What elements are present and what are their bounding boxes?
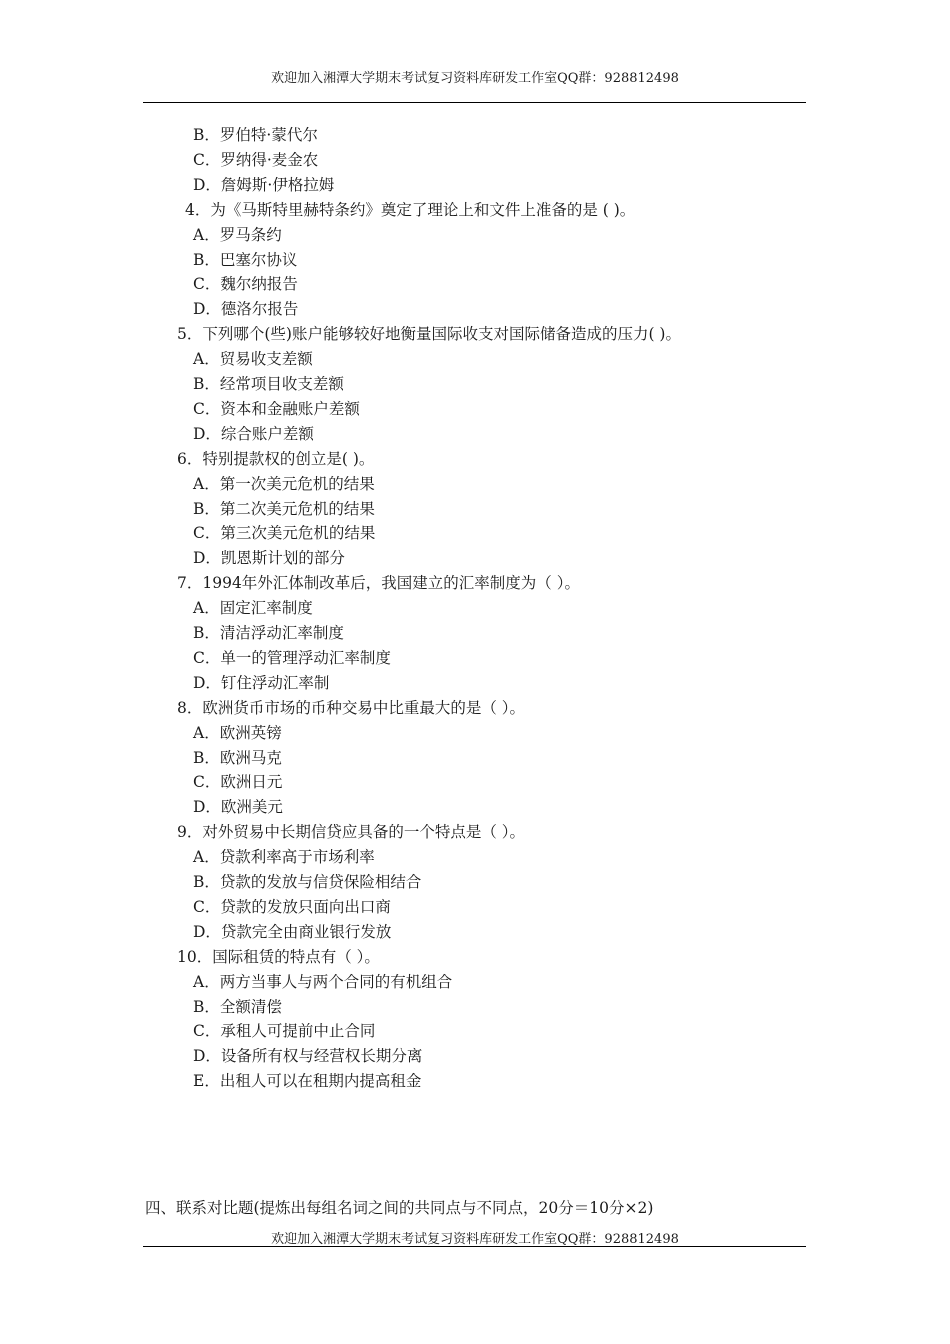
answer-option: E．出租人可以在租期内提高租金 xyxy=(193,1072,422,1091)
question-stem: 10．国际租赁的特点有（ ）。 xyxy=(177,947,380,966)
section-heading: 四、联系对比题(提炼出每组名词之间的共同点与不同点，20分＝10分×2) xyxy=(145,1199,654,1217)
answer-option: D．综合账户差额 xyxy=(193,424,314,443)
answer-option: D．钉住浮动汇率制 xyxy=(193,673,330,692)
answer-option: B．欧洲马克 xyxy=(193,748,282,767)
answer-option: B．贷款的发放与信贷保险相结合 xyxy=(193,873,422,891)
answer-option: D．欧洲美元 xyxy=(193,798,283,817)
answer-option: A．贸易收支差额 xyxy=(193,350,313,369)
answer-option: A．两方当事人与两个合同的有机组合 xyxy=(193,972,453,991)
answer-option: A．罗马条约 xyxy=(193,225,282,244)
question-stem: 5．下列哪个(些)账户能够较好地衡量国际收支对国际储备造成的压力( )。 xyxy=(177,325,681,344)
header-rule xyxy=(143,102,806,103)
page-header: 欢迎加入湘潭大学期末考试复习资料库研发工作室QQ群：928812498 xyxy=(271,71,679,86)
question-stem: 4．为《马斯特里赫特条约》奠定了理论上和文件上准备的是 ( )。 xyxy=(185,200,636,219)
answer-option: C．第三次美元危机的结果 xyxy=(193,524,376,543)
answer-option: C．欧洲日元 xyxy=(193,773,283,792)
answer-option: D．詹姆斯·伊格拉姆 xyxy=(193,175,335,194)
question-stem: 9．对外贸易中长期信贷应具备的一个特点是（ ）。 xyxy=(177,823,526,842)
answer-option: B．清洁浮动汇率制度 xyxy=(193,624,344,642)
answer-option: C．贷款的发放只面向出口商 xyxy=(193,897,391,916)
question-stem: 6．特别提款权的创立是( )。 xyxy=(177,449,375,468)
answer-option: B．全额清偿 xyxy=(193,997,282,1016)
answer-option: C．单一的管理浮动汇率制度 xyxy=(193,648,391,667)
footer-rule xyxy=(143,1246,806,1247)
answer-option: D．德洛尔报告 xyxy=(193,300,299,319)
answer-option: A．第一次美元危机的结果 xyxy=(193,474,375,493)
answer-option: B．罗伯特·蒙代尔 xyxy=(193,126,318,144)
answer-option: A．贷款利率高于市场利率 xyxy=(193,848,375,867)
question-stem: 7．1994年外汇体制改革后，我国建立的汇率制度为（ ）。 xyxy=(177,574,580,593)
answer-option: D．贷款完全由商业银行发放 xyxy=(193,922,392,941)
answer-option: C．魏尔纳报告 xyxy=(193,275,298,294)
question-stem: 8．欧洲货币市场的币种交易中比重最大的是（ ）。 xyxy=(177,698,526,717)
page-footer: 欢迎加入湘潭大学期末考试复习资料库研发工作室QQ群：928812498 xyxy=(271,1232,679,1247)
answer-option: C．承租人可提前中止合同 xyxy=(193,1022,376,1041)
answer-option: A．固定汇率制度 xyxy=(193,599,313,618)
answer-option: B．经常项目收支差额 xyxy=(193,375,344,393)
answer-option: C．资本和金融账户差额 xyxy=(193,399,360,418)
answer-option: B．第二次美元危机的结果 xyxy=(193,499,375,518)
answer-option: B．巴塞尔协议 xyxy=(193,250,298,269)
answer-option: D．凯恩斯计划的部分 xyxy=(193,549,345,568)
answer-option: A．欧洲英镑 xyxy=(193,723,282,742)
answer-option: C．罗纳得·麦金农 xyxy=(193,150,319,169)
answer-option: D．设备所有权与经营权长期分离 xyxy=(193,1047,423,1066)
